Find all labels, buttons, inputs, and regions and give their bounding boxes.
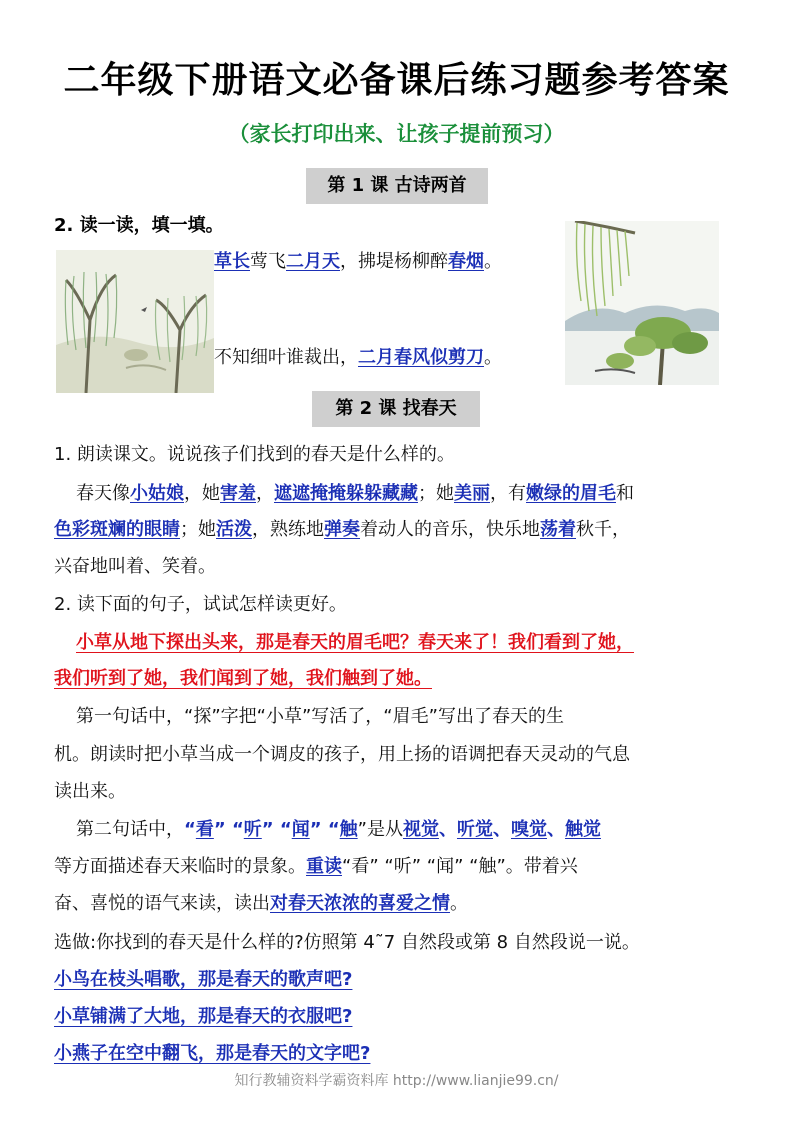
text: ， [256, 483, 274, 504]
answer: 色彩斑斓的眼睛 [54, 519, 180, 540]
text: 等方面描述春天来临时的景象。 [54, 856, 306, 877]
answer: 视觉 [402, 819, 439, 840]
text: 春天像 [76, 483, 130, 504]
text: 。 [450, 893, 468, 914]
text: 第二句话中， [76, 819, 184, 840]
text: ；她 [180, 519, 216, 540]
answer: 小姑娘 [130, 483, 184, 504]
text: “看” “听” “闻” “触”。带着兴 [342, 856, 578, 877]
text: ，熟练地 [252, 519, 324, 540]
poem-line-2 [214, 346, 502, 370]
key-sentence: 小草从地下探出头来，那是春天的眉毛吧？春天来了！我们看到了她， [76, 632, 634, 653]
key-sentence-line-2 [54, 667, 432, 691]
poem-text: ，拂堤杨柳醉 [340, 251, 448, 272]
key-sentence: 我们听到了她，我们闻到了她，我们触到了她。 [54, 668, 432, 689]
answer: 听觉 [456, 819, 493, 840]
poem-text: 莺飞 [250, 251, 286, 272]
lesson-2-heading: 第 2 课 找春天 [312, 391, 480, 427]
text: ，她 [184, 483, 220, 504]
quote-mark: ” “ [261, 819, 292, 840]
quote-mark: “ [184, 819, 196, 840]
text: 秋千， [576, 519, 630, 540]
answer-para-3-line-1 [76, 818, 601, 842]
poem-text: 。 [484, 251, 502, 272]
text: 着动人的音乐，快乐地 [360, 519, 540, 540]
answer: 弹奏 [324, 519, 360, 540]
answer: 闻 [291, 819, 310, 840]
answer-para-1-line-2 [54, 518, 630, 542]
lesson-2-question-2: 2. 读下面的句子，试试怎样读更好。 [54, 594, 347, 615]
poem-answer: 草长 [214, 251, 250, 272]
text: ，有 [490, 483, 526, 504]
poem-text: 不知细叶谁裁出， [214, 347, 358, 368]
answer-para-2-line-2: 机。朗读时把小草当成一个调皮的孩子，用上扬的语调把春天灵动的气息 [54, 744, 630, 765]
lesson-2-question-1: 1. 朗读课文。说说孩子们找到的春天是什么样的。 [54, 444, 455, 465]
separator: 、 [546, 819, 565, 840]
poem-answer: 二月春风似剪刀 [358, 347, 484, 368]
answer-para-3-line-3 [54, 892, 468, 916]
sample-answer: 小草铺满了大地，那是春天的衣服吧? [54, 1006, 353, 1027]
quote-mark: ” “ [309, 819, 340, 840]
sample-answer-2 [54, 1005, 352, 1029]
poem-answer: 二月天 [286, 251, 340, 272]
answer: 触 [339, 819, 358, 840]
answer-para-1-line-3: 兴奋地叫着、笑着。 [54, 556, 216, 577]
answer: 遮遮掩掩躲躲藏藏 [274, 483, 418, 504]
text: 奋、喜悦的语气来读，读出 [54, 893, 270, 914]
sample-answer-3 [54, 1042, 370, 1066]
page-footer: 知行教辅资料学霸资料库 http://www.lianjie99.cn/ [234, 1073, 559, 1089]
answer: 荡着 [540, 519, 576, 540]
answer-para-2-line-1: 第一句话中，“探”字把“小草”写活了，“眉毛”写出了春天的生 [76, 706, 564, 727]
answer: 害羞 [220, 483, 256, 504]
separator: 、 [438, 819, 457, 840]
willow-painting-right [565, 221, 719, 385]
answer: 嗅觉 [510, 819, 547, 840]
answer-para-1-line-1 [76, 482, 634, 506]
poem-answer: 春烟 [448, 251, 484, 272]
answer: 触觉 [564, 819, 601, 840]
key-sentence-line-1 [76, 631, 634, 655]
lesson-1-question: 2. 读一读，填一填。 [54, 215, 224, 236]
separator: 、 [492, 819, 511, 840]
answer: 活泼 [216, 519, 252, 540]
quote-mark: ” “ [213, 819, 244, 840]
text: 和 [616, 483, 634, 504]
poem-line-1 [214, 250, 502, 274]
answer-para-3-line-2 [54, 855, 578, 879]
page-title: 二年级下册语文必备课后练习题参考答案 [63, 60, 730, 101]
answer-para-2-line-3: 读出来。 [54, 781, 126, 802]
answer: 看 [195, 819, 214, 840]
answer: 重读 [306, 856, 342, 877]
answer: 美丽 [454, 483, 490, 504]
answer: 对春天浓浓的喜爱之情 [270, 893, 450, 914]
lesson-1-heading: 第 1 课 古诗两首 [306, 168, 488, 204]
willow-painting-left [56, 250, 214, 393]
poem-text: 。 [484, 347, 502, 368]
text: ；她 [418, 483, 454, 504]
answer: 嫩绿的眉毛 [526, 483, 616, 504]
page-subtitle: （家长打印出来、让孩子提前预习） [228, 122, 565, 146]
sample-answer: 小燕子在空中翻飞，那是春天的文字吧? [54, 1043, 371, 1064]
answer: 听 [243, 819, 262, 840]
sample-answer: 小鸟在枝头唱歌，那是春天的歌声吧? [54, 969, 353, 990]
optional-question: 选做:你找到的春天是什么样的?仿照第 4˜7 自然段或第 8 自然段说一说。 [54, 932, 640, 953]
sample-answer-1 [54, 968, 352, 992]
text: ”是从 [357, 819, 403, 840]
